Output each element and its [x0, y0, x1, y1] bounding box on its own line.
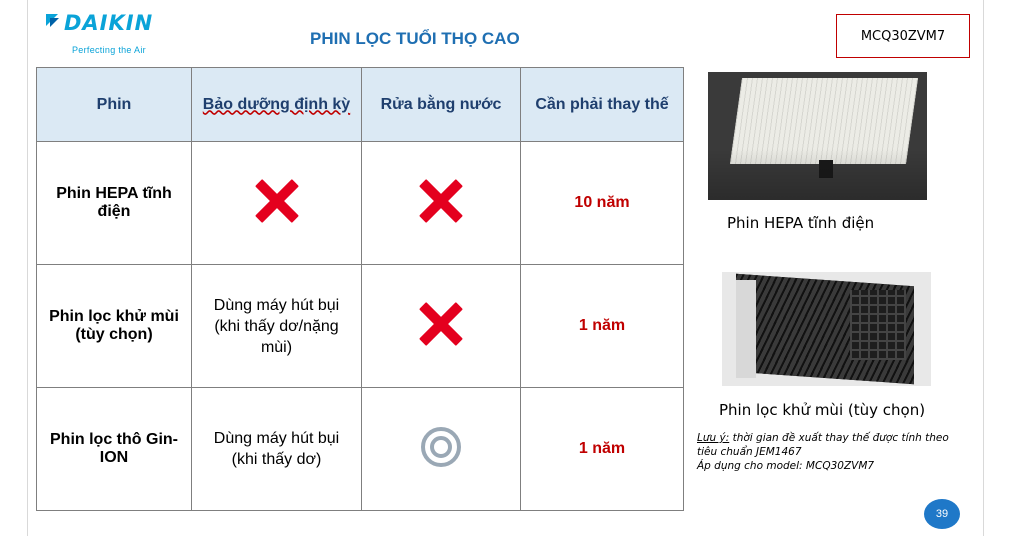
header-replace: Cần phải thay thế	[521, 68, 684, 142]
wash-cell	[362, 142, 521, 265]
header-wash: Rửa bằng nước	[362, 68, 521, 142]
maintenance-cell	[192, 142, 362, 265]
deodorizing-filter-caption: Phin lọc khử mùi (tùy chọn)	[719, 401, 926, 419]
table-row	[37, 265, 684, 388]
daikin-logo	[46, 11, 176, 58]
cross-icon	[419, 179, 463, 223]
note-text	[697, 431, 957, 473]
logo-wordmark: DAIKIN	[64, 11, 154, 35]
logo-tagline: Perfecting the Air	[72, 45, 146, 55]
wash-cell	[362, 265, 521, 388]
filter-name: Phin lọc thô Gin-ION	[37, 388, 192, 511]
logo-triangle-inner-icon	[50, 18, 59, 27]
hepa-filter-caption: Phin HEPA tĩnh điện	[727, 214, 875, 232]
replace-interval: 1 năm	[521, 265, 684, 388]
maintenance-cell: Dùng máy hút bụi (khi thấy dơ/nặng mùi)	[192, 265, 362, 388]
page-number-badge: 39	[924, 499, 960, 529]
cross-icon	[419, 302, 463, 346]
maintenance-cell: Dùng máy hút bụi (khi thấy dơ)	[192, 388, 362, 511]
model-box: MCQ30ZVM7	[836, 14, 970, 58]
filter-table	[36, 67, 684, 511]
deodorizing-filter-frame	[850, 290, 906, 360]
header-filter: Phin	[37, 68, 192, 142]
photo-shadow	[708, 72, 927, 200]
deodorizing-filter-edge	[736, 280, 756, 378]
deodorizing-filter-image	[722, 272, 931, 386]
note-line1: thời gian đề xuất thay thế được tính theo tiêu chuẩn JEM1467	[697, 432, 949, 458]
page-title: PHIN LỌC TUỔI THỌ CAO	[310, 29, 520, 48]
header-maintenance: Bảo dưỡng định kỳ	[192, 68, 362, 142]
table-header-row	[37, 68, 684, 142]
hepa-filter-image	[708, 72, 927, 200]
wash-cell	[362, 388, 521, 511]
replace-interval: 1 năm	[521, 388, 684, 511]
double-circle-icon	[421, 427, 461, 467]
filter-name: Phin lọc khử mùi (tùy chọn)	[37, 265, 192, 388]
cross-icon	[255, 179, 299, 223]
filter-name: Phin HEPA tĩnh điện	[37, 142, 192, 265]
note-line2: Áp dụng cho model: MCQ30ZVM7	[697, 460, 875, 472]
table-row	[37, 388, 684, 511]
note-label: Lưu ý:	[697, 432, 730, 444]
table-row	[37, 142, 684, 265]
replace-interval: 10 năm	[521, 142, 684, 265]
